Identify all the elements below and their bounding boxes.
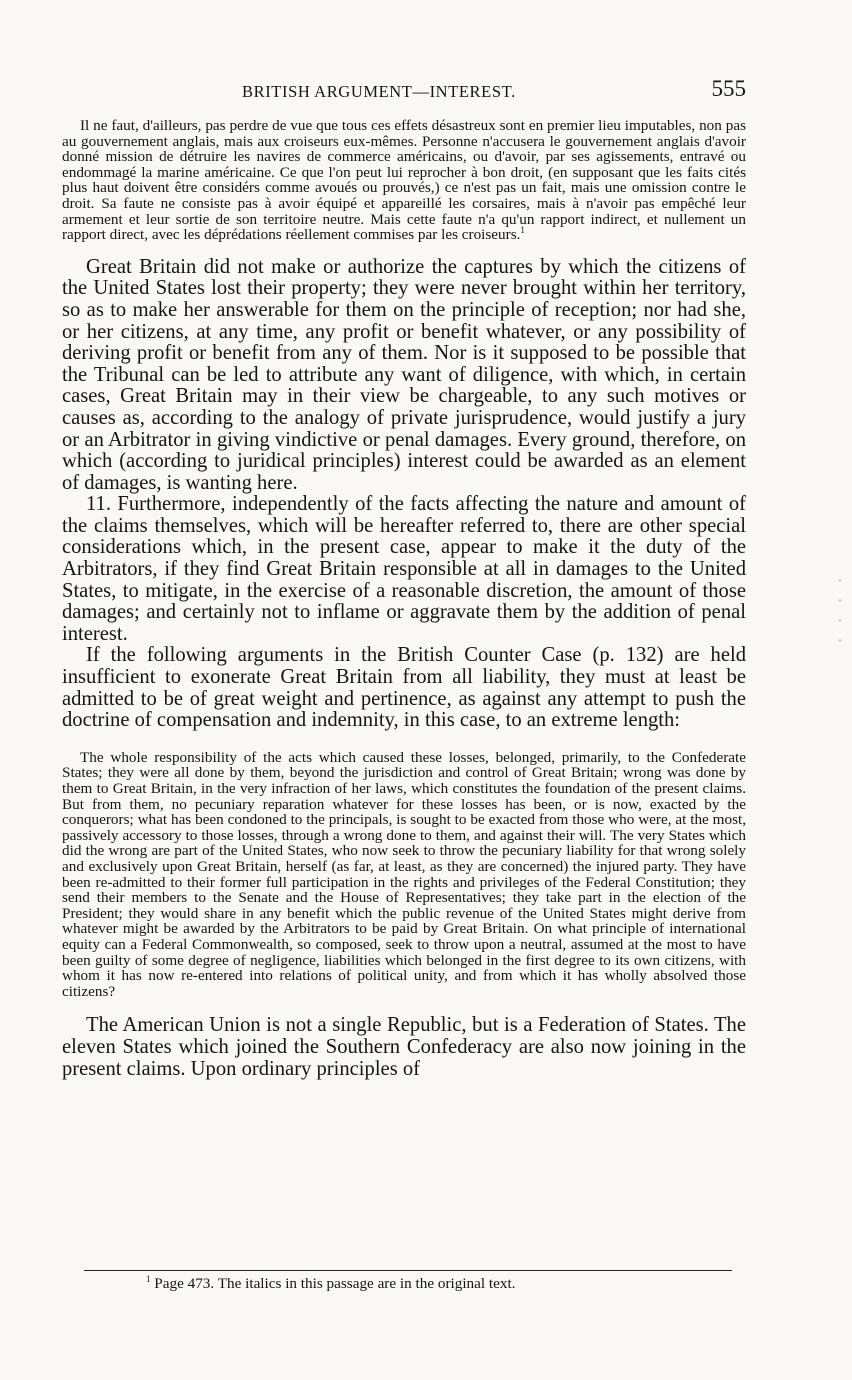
paragraph-american-union: The American Union is not a single Republic, but is a Federation of States. The eleven States which joined the Southern Confederacy are also now joining in the present claims. Upon ordinary principles of [62,1014,746,1080]
paragraph-11: 11. Furthermore, independently of the facts affecting the nature and amount of the claims themselves, which will be hereafter referred to, there are other special considerations which, in the present case, appear to make it the duty of the Arbitrators, if they find Great Britain responsible at all in damages to the United States, to mitigate, in the exercise of a reasonable discretion, the amount of those damages; and certainly not to inflame or aggravate them by the addition of penal interest. [62,493,746,645]
footnote-marker: 1 [146,1273,151,1284]
margin-bleed-marks: · · · · [838,573,842,647]
running-head: BRITISH ARGUMENT—INTEREST. [242,82,516,101]
counter-case-quotation: The whole responsibility of the acts which caused these losses, belonged, primarily, to the Confederate States; they were all done by them, beyond the jurisdiction and control of Great Britain; wrong was done by them to Great Britain, in the very infraction of her laws, which constitutes the foundation of the present claims. But from them, no pecuniary reparation whatever for these losses has been, or is now, exacted by the conquerors; what has been condoned to the principals, is sought to be exacted from those who were, at the most, passively accessory to those losses, through a wrong done to them, and against their will. The very States which did the wrong are part of the United States, who now seek to throw the pecuniary liability for that wrong solely and exclusively upon Great Britain, herself (as far, at least, as they are concerned) the injured party. They have been re-admitted to their former full participation in the rights and privileges of the Federal Constitution; they send their members to the Senate and the House of Representatives; they take part in the election of the President; they would share in any benefit which the public revenue of the United States might derive from whatever might be awarded by the Arbitrators to be paid by Great Britain. On what principle of international equity can a Federal Commonwealth, so composed, seek to throw upon a neutral, assumed at the most to have been guilty of some degree of negligence, liabilities which belonged in the first degree to its own citizens, with whom it has now re-entered into relations of political unity, and from which it has wholly absolved those citizens? [62,748,746,1000]
french-quotation-text: Il ne faut, d'ailleurs, pas perdre de vue que tous ces effets désastreux sont en premier lieu imputables, non pas au gouvernement anglais, mais aux croiseurs eux-mêmes. Personne n'accusera le gouvernement anglais d'avoir donné mission de détruire les navires de commerce américains, ou d'avoir, par ses agissements, entravé ou endommagé la marine américaine. Ce que l'on peut lui reprocher à bon droit, (en supposant que les faits cités plus haut doivent être considérs comme avoués ou prouvés,) ce n'est pas un fait, mais une omission contre le droit. Sa faute ne consiste pas à avoir équipé et appareillé les corsaires, mais à n'avoir pas empêché leur armement et leur sortie de son territoire neutre. Mais cette faute n'a qu'un rapport indirect, et nullement un rapport direct, avec les déprédations réellement commises par les croiseurs. [62,117,746,244]
page-body [62,118,746,1080]
footnote [146,1275,515,1292]
footnote-text: Page 473. The italics in this passage are in the original text. [154,1275,516,1292]
paragraph-counter-case: If the following arguments in the British Counter Case (p. 132) are held insufficient to exonerate Great Britain from all liability, they must at least be admitted to be of great weight and pertinence, as against any attempt to push the doctrine of compensation and indemnity, in this case, to an extreme length: [62,644,746,732]
french-quotation [62,118,746,243]
footnote-divider [84,1270,732,1271]
paragraph-captures: Great Britain did not make or authorize the captures by which the citizens of the United States lost their property; they were never brought within her territory, so as to make her answerable for them on the principle of reception; nor had she, or her citizens, at any time, any profit or benefit whatever, or any possibility of deriving profit or benefit from any of them. Nor is it supposed to be possible that the Tribunal can be led to attribute any want of diligence, with which, in certain cases, Great Britain may in their view be chargeable, to any such motives or causes as, according to the analogy of private jurisprudence, would justify a jury or an Arbitrator in giving vindictive or penal damages. Every ground, therefore, on which (according to juridical principles) interest could be awarded as an element of damages, is wanting here. [62,255,746,494]
page-header [62,76,746,106]
footnote-reference: 1 [520,225,525,236]
page-number: 555 [711,76,746,101]
